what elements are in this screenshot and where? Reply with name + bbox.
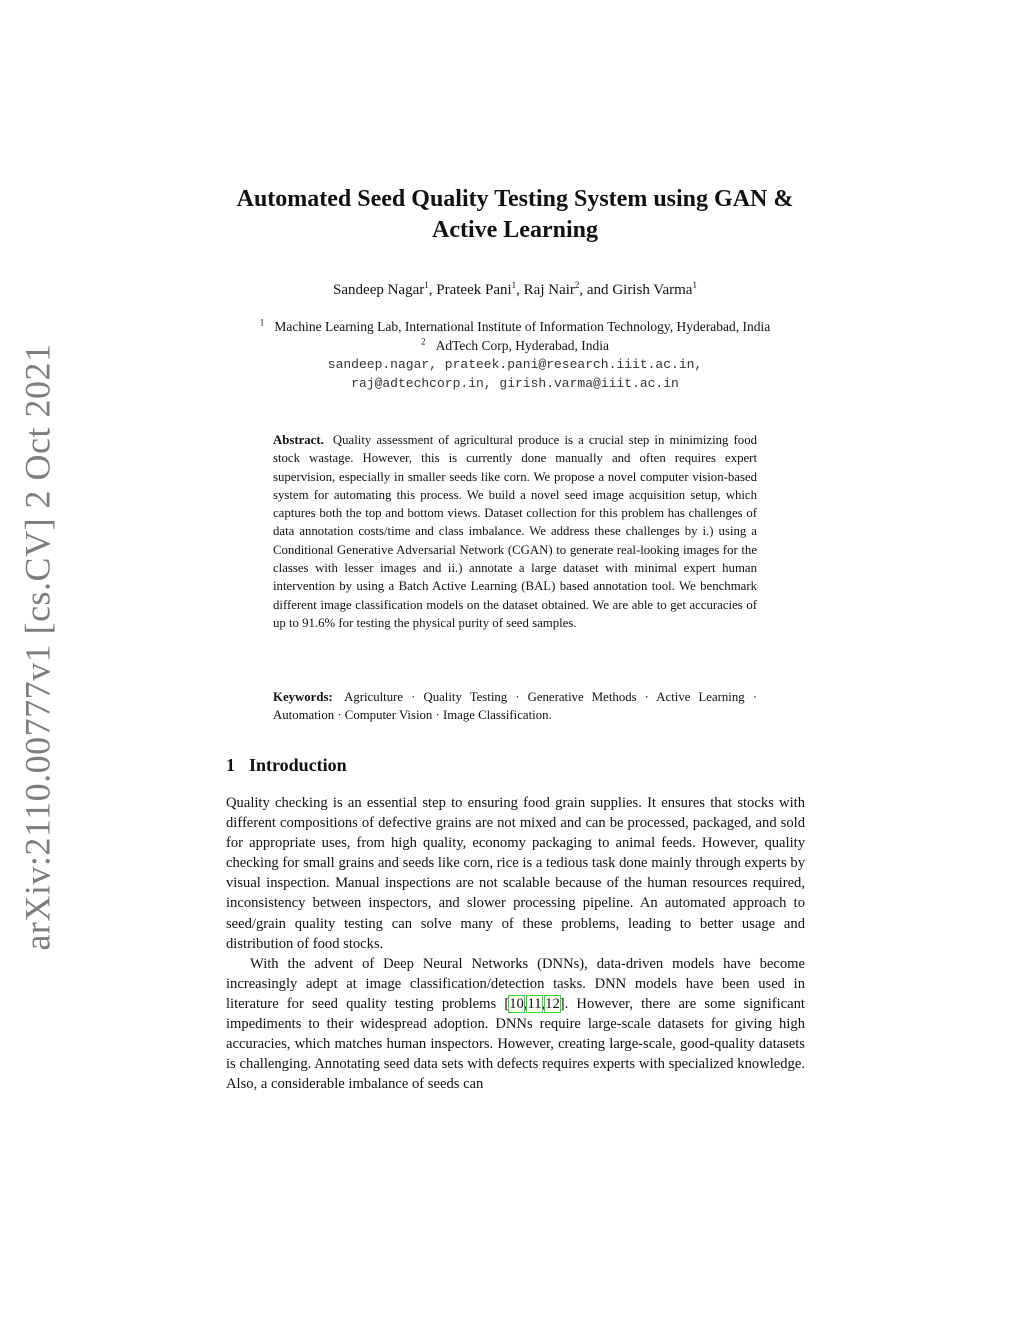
author-affiliation-mark: 1: [692, 280, 697, 290]
section-number: 1: [226, 755, 235, 775]
author-name: Girish Varma: [612, 282, 693, 298]
title-line-2: Active Learning: [432, 217, 598, 243]
keywords-text: Agriculture · Quality Testing · Generative Methods · Active Learning · Automation · Computer Vision · Image Classification.: [273, 690, 757, 723]
affiliation-2: [200, 338, 830, 354]
author-list: [200, 282, 830, 299]
email-line-1: sandeep.nagar, prateek.pani@research.iiit.ac.in,: [327, 357, 703, 372]
author-separator: ,: [428, 282, 437, 298]
email-line-2: raj@adtechcorp.in, girish.varma@iiit.ac.in: [351, 376, 679, 391]
affiliation-mark: 2: [421, 336, 426, 347]
affiliation-text: AdTech Corp, Hyderabad, India: [435, 338, 609, 353]
title-line-1: Automated Seed Quality Testing System using GAN &: [236, 186, 794, 212]
affiliation-1: [200, 319, 830, 335]
abstract: [273, 431, 757, 632]
author-name: Sandeep Nagar: [333, 282, 425, 298]
keywords-label: Keywords:: [273, 690, 333, 704]
citation-link[interactable]: 11: [527, 995, 542, 1012]
author-name: Prateek Pani: [436, 282, 512, 298]
author-separator: , and: [579, 282, 613, 298]
paper-title: [200, 184, 830, 246]
author-separator: ,: [516, 282, 524, 298]
arxiv-id-text: arXiv:2110.00777v1 [cs.CV] 2 Oct 2021: [18, 343, 58, 951]
abstract-text: Quality assessment of agricultural produce is a crucial step in minimizing food stock wastage. However, this is currently done manually and often requires expert supervision, especially in smaller seeds like corn. We propose a novel computer vision-based system for automating this process. We build a novel seed image acquisition setup, which captures both the top and bottom views. Dataset collection for this problem has challenges of data annotation costs/time and class imbalance. We address these challenges by i.) using a Conditional Generative Adversarial Network (CGAN) to generate real-looking images for the classes with lesser images and ii.) annotate a large dataset with minimal expert human intervention by using a Batch Active Learning (BAL) based annotation tool. We benchmark different image classification models on the dataset obtained. We are able to get accuracies of up to 91.6% for testing the physical purity of seed samples.: [273, 433, 757, 630]
section-heading-introduction: [226, 755, 347, 776]
abstract-label: Abstract.: [273, 433, 324, 447]
section-title: Introduction: [249, 755, 347, 775]
introduction-body: [226, 793, 805, 1094]
intro-paragraph-1: Quality checking is an essential step to ensuring food grain supplies. It ensures that stocks with different compositions of defective grains are not mixed and can be processed, packaged, and sold for appropriate uses, from high quality, economy packaging to animal feeds. However, quality checking for small grains and seeds like corn, rice is a tedious task done mainly through experts by visual inspection. Manual inspections are not scalable because of the human resources required, inconsistency between inspectors, and slower processing pipeline. An automated approach to seed/grain quality testing can solve many of these problems, leading to better usage and distribution of food stocks.: [226, 795, 805, 952]
intro-paragraph-2: With the advent of Deep Neural Networks (DNNs), data-driven models have become increasingly adept at image classification/detection tasks. DNN models have been used in literature for seed quality testing problems [10,11,12]. However, there are some significant impediments to their widespread adoption. DNNs require large-scale datasets for giving high accuracies, which matches human inspectors. However, creating large-scale, good-quality datasets is challenging. Annotating seed data sets with defects requires experts with specialized knowledge. Also, a considerable imbalance of seeds can: [226, 955, 805, 1093]
author-affiliation-mark: 2: [574, 280, 580, 290]
arxiv-identifier-stamp: [8, 343, 68, 951]
keywords: [273, 688, 757, 725]
affiliation-text: Machine Learning Lab, International Institute of Information Technology, Hyderabad, India: [274, 319, 771, 334]
citation-link[interactable]: 10: [509, 995, 524, 1012]
author-affiliation-mark: 1: [511, 280, 517, 290]
citation-link[interactable]: 12: [545, 995, 560, 1012]
affiliation-mark: 1: [259, 317, 265, 328]
intro-paragraph-2-text-cont: ]. However, there are some significant impediments to their widespread adoption. DNNs require large-scale datasets for giving high accuracies, which matches human inspectors. However, creating large-scale, good-quality datasets is challenging. Annotating seed data sets with defects requires experts with specialized knowledge. Also, a considerable imbalance of seeds can: [226, 995, 805, 1093]
intro-paragraph-2-text: With the advent of Deep Neural Networks (DNNs), data-driven models have become increasingly adept at image classification/detection tasks. DNN models have been used in literature for seed quality testing problems [: [226, 955, 805, 1012]
author-affiliation-mark: 1: [424, 280, 429, 290]
author-name: Raj Nair: [523, 282, 575, 298]
